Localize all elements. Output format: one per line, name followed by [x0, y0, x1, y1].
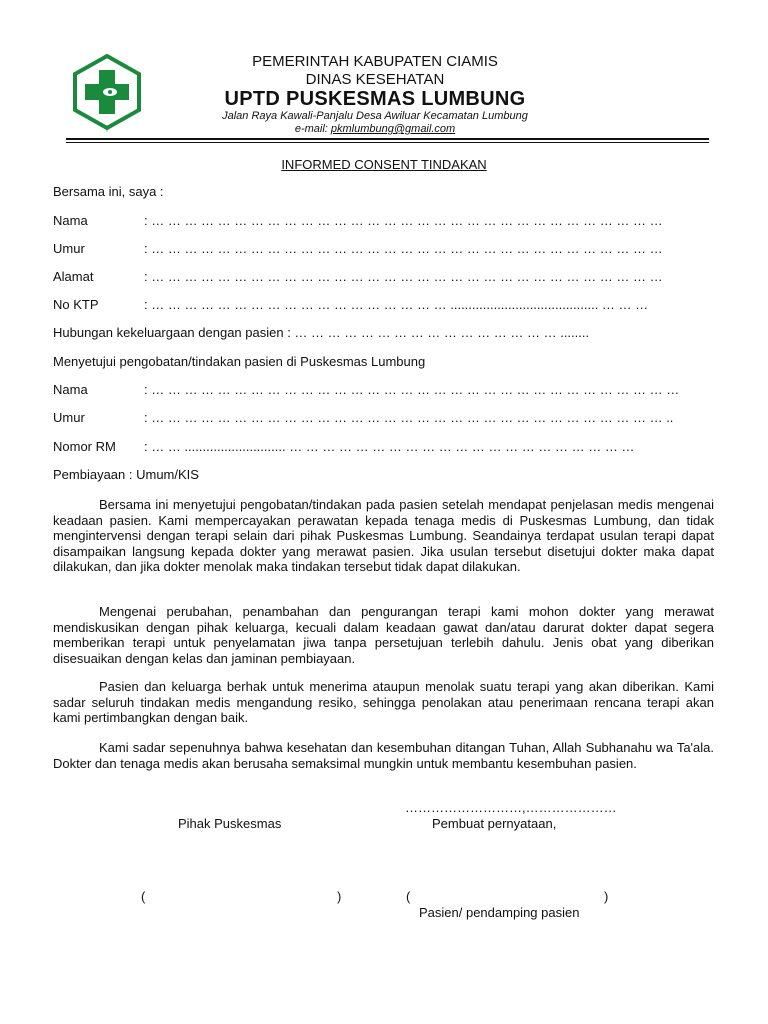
- signer-age-field[interactable]: : … … … … … … … … … … … … … … … … … … … … … … … … … … … … … … …: [144, 241, 663, 256]
- signer-ktp-field[interactable]: : … … … … … … … … … … … … … … … … … … ......................................... … … …: [144, 297, 649, 312]
- letterhead-email-line: [150, 123, 600, 135]
- signer-ktp-label: No KTP: [53, 297, 99, 312]
- email-link[interactable]: pkmlumbung@gmail.com: [330, 123, 456, 135]
- left-signatory-title: Pihak Puskesmas: [178, 816, 282, 831]
- place-date-field[interactable]: ………………………,…………………: [405, 800, 617, 815]
- email-label: e-mail:: [294, 123, 331, 135]
- signer-address-label: Alamat: [53, 269, 94, 284]
- patient-rm-label: Nomor RM: [53, 439, 116, 454]
- patient-name-label: Nama: [53, 382, 88, 397]
- relationship-field[interactable]: Hubungan kekeluargaan dengan pasien : … … … … … … … … … … … … … … … … ........: [53, 325, 590, 340]
- header-rule-thick: [66, 138, 709, 140]
- right-signatory-title: Pembuat pernyataan,: [432, 816, 557, 831]
- intro-text: Bersama ini, saya :: [53, 184, 164, 199]
- patient-age-field[interactable]: : … … … … … … … … … … … … … … … … … … … … … … … … … … … … … … … ..: [144, 410, 674, 425]
- consent-paragraph-3: Pasien dan keluarga berhak untuk menerima ataupun menolak suatu terapi yang akan diberikan. Kami sadar seluruh tindakan medis mengandung resiko, sehingga penolakan atau penerimaan rencana terapi akan kami pertimbangkan dengan baik.: [53, 679, 714, 725]
- patient-age-label: Umur: [53, 410, 85, 425]
- patient-rm-field[interactable]: : … … ............................ … … … … … … … … … … … … … … … … … … … … …: [144, 439, 635, 454]
- consent-paragraph-1: Bersama ini menyetujui pengobatan/tindakan pada pasien setelah mendapat penjelasan medis mengenai keadaan pasien. Kami mempercayakan perawatan kepada tenaga medis di Puskesmas Lumbung, dan tidak mengintervensi dengan terapi selain dari pihak Puskesmas Lumbung. Seandainya terdapat usulan terapi dapat disampaikan langsung kepada dokter yang merawat pasien. Jika usulan tersebut disetujui dokter maka dapat dilakukan, dan jika dokter menolak maka tindakan tersebut tidak dapat dilakukan.: [53, 497, 714, 574]
- signer-name-label: Nama: [53, 213, 88, 228]
- letterhead-address: Jalan Raya Kawali-Panjalu Desa Awiluar Kecamatan Lumbung: [222, 110, 528, 122]
- consent-paragraph-4: Kami sadar sepenuhnya bahwa kesehatan dan kesembuhan ditangan Tuhan, Allah Subhanahu wa Ta'ala. Dokter dan tenaga medis akan berusaha semaksimal mungkin untuk membantu kesembuhan pasien.: [53, 740, 714, 771]
- right-signature-open-paren: (: [406, 889, 411, 904]
- signer-age-label: Umur: [53, 241, 85, 256]
- document-title: INFORMED CONSENT TINDAKAN: [281, 157, 487, 172]
- patient-name-field[interactable]: : … … … … … … … … … … … … … … … … … … … … … … … … … … … … … … … …: [144, 382, 680, 397]
- left-signature-close-paren: ): [337, 889, 342, 904]
- svg-text:ᵕ: ᵕ: [105, 129, 109, 134]
- payment-line: Pembiayaan : Umum/KIS: [53, 467, 199, 482]
- letterhead-government: PEMERINTAH KABUPATEN CIAMIS: [252, 53, 498, 70]
- right-signatory-caption: Pasien/ pendamping pasien: [419, 905, 580, 920]
- agree-statement: Menyetujui pengobatan/tindakan pasien di Puskesmas Lumbung: [53, 354, 426, 369]
- puskesmas-logo-icon: [66, 50, 148, 134]
- letterhead-department: DINAS KESEHATAN: [305, 71, 445, 88]
- consent-paragraph-2: Mengenai perubahan, penambahan dan pengurangan terapi kami mohon dokter yang merawat mendiskusikan dengan pihak keluarga, kecuali dalam keadaan gawat dan/atau darurat dokter dapat segera memberikan terapi untuk penyelamatan jiwa tanpa persetujuan terlebih dahulu. Jenis obat yang diberikan disesuaikan dengan kelas dan jaminan pembiayaan.: [53, 604, 714, 666]
- letterhead-institution: UPTD PUSKESMAS LUMBUNG: [224, 88, 526, 110]
- header-rule-thin: [66, 142, 709, 143]
- left-signature-open-paren: (: [141, 889, 146, 904]
- signer-address-field[interactable]: : … … … … … … … … … … … … … … … … … … … … … … … … … … … … … … …: [144, 269, 663, 284]
- right-signature-close-paren: ): [604, 889, 609, 904]
- signer-name-field[interactable]: : … … … … … … … … … … … … … … … … … … … … … … … … … … … … … … …: [144, 213, 663, 228]
